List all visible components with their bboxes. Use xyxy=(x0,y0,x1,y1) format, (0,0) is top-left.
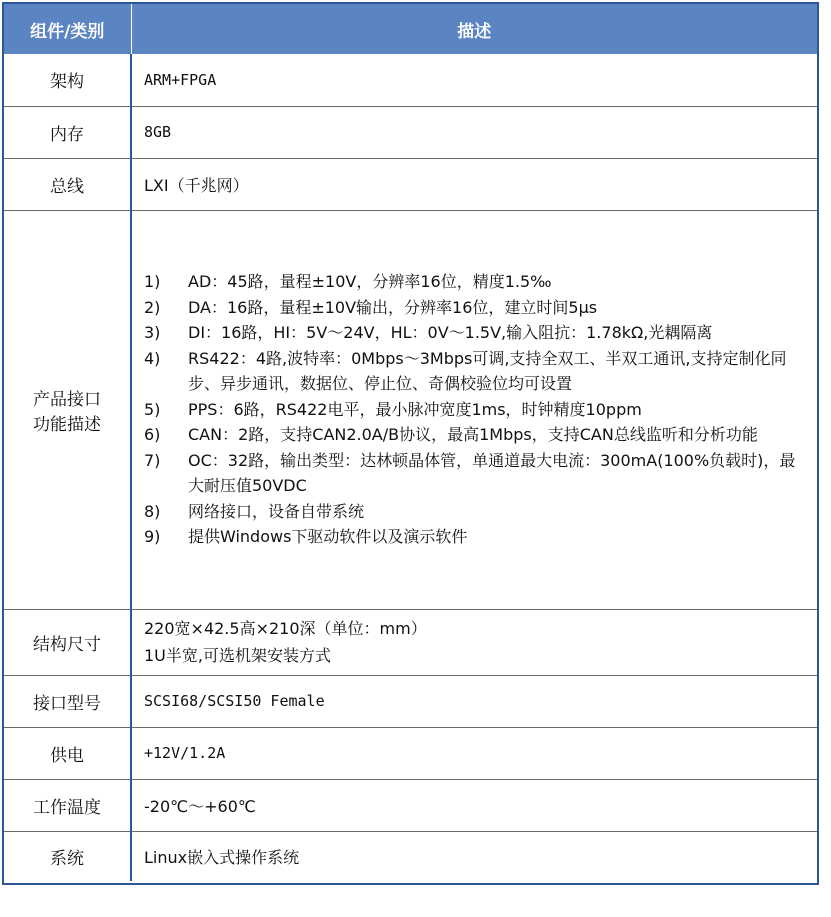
row-label-power: 供电 xyxy=(4,727,131,779)
row-value-memory: 8GB xyxy=(131,106,817,158)
row-label-interface-functions xyxy=(4,210,131,609)
spec-table-container xyxy=(2,2,819,885)
row-label-temperature: 工作温度 xyxy=(4,779,131,831)
row-label-memory: 内存 xyxy=(4,106,131,158)
list-item-number: 5) xyxy=(144,399,161,419)
row-label-connector: 接口型号 xyxy=(4,675,131,727)
list-item-number: 2) xyxy=(144,297,161,317)
table-row xyxy=(4,609,817,675)
header-category: 组件/类别 xyxy=(4,4,131,54)
label-line-2: 功能描述 xyxy=(33,414,101,435)
feature-list xyxy=(144,269,811,550)
row-value-temperature: -20℃～+60℃ xyxy=(131,779,817,831)
list-item-number: 9) xyxy=(144,527,161,547)
header-description: 描述 xyxy=(131,4,817,54)
list-item-text: RS422：4路,波特率：0Mbps～3Mbps可调,支持全双工、半双工通讯,支持定制化同步、异步通讯，数据位、停止位、奇偶校验位均可设置 xyxy=(188,348,787,394)
list-item xyxy=(144,269,811,295)
list-item-text: DA：16路，量程±10V输出，分辨率16位，建立时间5μs xyxy=(188,297,598,317)
row-value-power: +12V/1.2A xyxy=(131,727,817,779)
row-value-bus: LXI（千兆网） xyxy=(131,158,817,210)
row-label-bus: 总线 xyxy=(4,158,131,210)
list-item xyxy=(144,422,811,448)
list-item xyxy=(144,320,811,346)
list-item-number: 8) xyxy=(144,501,161,521)
table-row xyxy=(4,54,817,106)
list-item-number: 6) xyxy=(144,425,161,445)
list-item-number: 4) xyxy=(144,348,161,368)
dimensions-line-2: 1U半宽,可选机架安装方式 xyxy=(144,646,331,665)
list-item-text: CAN：2路，支持CAN2.0A/B协议，最高1Mbps，支持CAN总线监听和分析功能 xyxy=(188,425,758,445)
list-item-text: DI：16路，HI：5V～24V，HL：0V～1.5V,输入阻抗：1.78kΩ,光耦隔离 xyxy=(188,323,713,343)
list-item-number: 3) xyxy=(144,323,161,343)
row-value-interface-functions xyxy=(131,210,817,609)
row-value-dimensions xyxy=(131,609,817,675)
list-item-number: 7) xyxy=(144,450,161,470)
row-value-architecture: ARM+FPGA xyxy=(131,54,817,106)
list-item-number: 1) xyxy=(144,272,161,292)
row-value-connector: SCSI68/SCSI50 Female xyxy=(131,675,817,727)
table-row xyxy=(4,779,817,831)
list-item-text: AD：45路，量程±10V，分辨率16位，精度1.5‰ xyxy=(188,272,552,292)
spec-table xyxy=(4,4,817,881)
table-row xyxy=(4,158,817,210)
list-item-text: 网络接口，设备自带系统 xyxy=(188,501,365,521)
row-value-system: Linux嵌入式操作系统 xyxy=(144,847,300,867)
row-label-architecture: 架构 xyxy=(4,54,131,106)
table-row xyxy=(4,106,817,158)
row-label-system: 系统 xyxy=(4,831,131,881)
dimensions-line-1: 220宽×42.5高×210深（单位：mm） xyxy=(144,619,427,638)
list-item xyxy=(144,295,811,321)
table-row xyxy=(4,675,817,727)
table-row xyxy=(4,727,817,779)
list-item-text: OC：32路，输出类型：达林顿晶体管，单通道最大电流：300mA(100%负载时)，最大耐压值50VDC xyxy=(188,450,796,496)
label-line-1: 产品接口 xyxy=(33,389,101,410)
list-item xyxy=(144,499,811,525)
table-row xyxy=(4,831,817,881)
table-row xyxy=(4,210,817,609)
header-row xyxy=(4,4,817,54)
list-item-text: PPS：6路，RS422电平，最小脉冲宽度1ms，时钟精度10ppm xyxy=(188,399,642,419)
row-label-dimensions: 结构尺寸 xyxy=(4,609,131,675)
list-item xyxy=(144,397,811,423)
list-item-text: 提供Windows下驱动软件以及演示软件 xyxy=(188,527,468,547)
list-item xyxy=(144,524,811,550)
list-item xyxy=(144,448,811,499)
list-item xyxy=(144,346,811,397)
